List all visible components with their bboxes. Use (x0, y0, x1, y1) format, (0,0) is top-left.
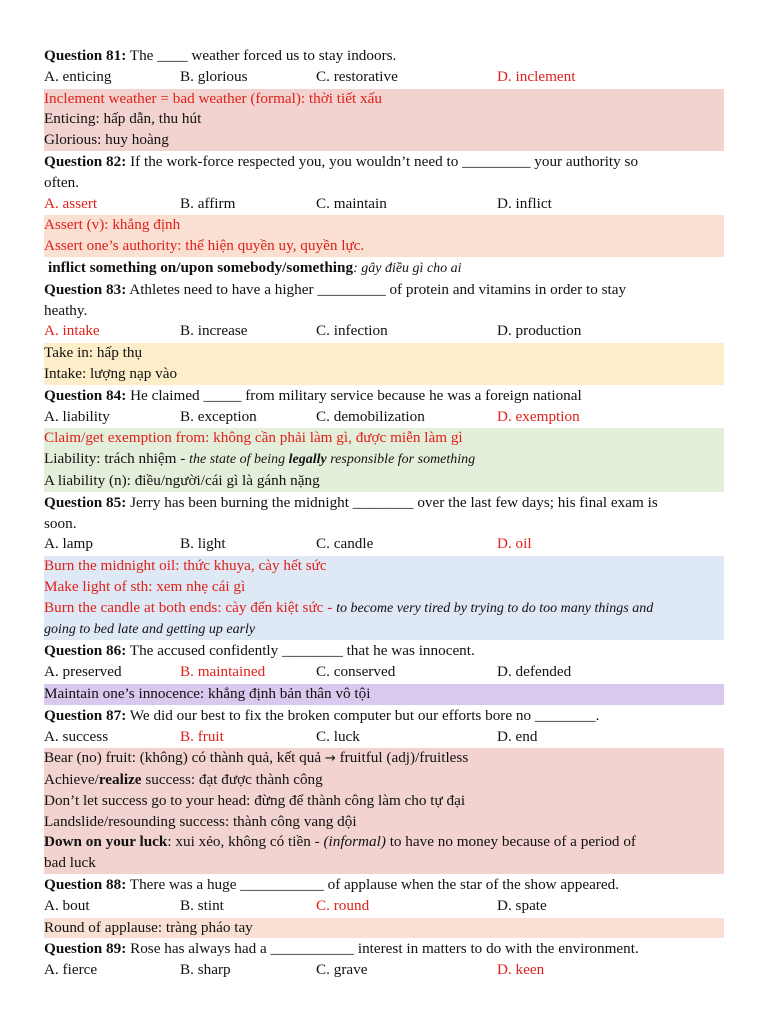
definition-cont: going to bed late and getting up early (44, 621, 256, 637)
note-bold: Down on your luck (44, 833, 168, 851)
option-a: A. lamp (44, 535, 93, 553)
note-part: : xui xẻo, không có tiền - (167, 833, 324, 851)
option-d-answer: D. inclement (497, 67, 576, 85)
options-84 (44, 407, 724, 428)
question-text: The accused confidently ________ that he was innocent. (126, 642, 475, 660)
note-italic: (informal) (323, 833, 386, 851)
definition: responsible for something (326, 452, 476, 468)
options-83 (44, 321, 724, 342)
explanation-83 (44, 343, 724, 385)
note: Take in: hấp thụ (44, 344, 143, 362)
option-a: A. enticing (44, 67, 112, 85)
options-87 (44, 727, 724, 748)
question-text-cont: often. (44, 173, 80, 191)
options-82 (44, 194, 724, 215)
question-89 (44, 939, 724, 960)
question-text: We did our best to fix the broken computer but our efforts bore no ________. (126, 706, 600, 724)
note: Assert (v): khẳng định (44, 216, 181, 234)
question-text-cont: soon. (44, 514, 77, 532)
worksheet (44, 46, 724, 981)
option-a-answer: A. intake (44, 322, 100, 340)
option-c-answer: C. round (316, 896, 370, 914)
option-c: C. infection (316, 322, 388, 340)
option-c: C. restorative (316, 67, 398, 85)
definition-bold: legally (288, 452, 327, 468)
explanation-82 (44, 215, 724, 257)
option-d: D. inflict (497, 194, 552, 212)
option-d-answer: D. oil (497, 535, 532, 553)
option-d-answer: D. exemption (497, 407, 580, 425)
question-text-cont: heathy. (44, 301, 88, 319)
note: Assert one’s authority: thể hiện quyền uy, quyền lực. (44, 237, 365, 255)
question-84 (44, 386, 724, 407)
question-label: Question 84: (44, 386, 127, 404)
definition: to become very tired by trying to do too many things and (336, 600, 654, 616)
option-a: A. bout (44, 896, 90, 914)
question-label: Question 81: (44, 47, 127, 64)
option-d: D. spate (497, 896, 547, 914)
meaning: : gây điều gì cho ai (353, 260, 462, 276)
options-88 (44, 896, 724, 917)
option-b: B. sharp (180, 961, 231, 979)
option-c: C. conserved (316, 663, 396, 681)
question-text: If the work-force respected you, you wouldn’t need to _________ your authority so (126, 152, 639, 170)
option-b: B. light (180, 535, 226, 553)
option-d: D. defended (497, 663, 572, 681)
explanation-84 (44, 428, 724, 491)
question-text: Athletes need to have a higher _________ of protein and vitamins in order to stay (126, 280, 627, 298)
definition: the state of being (189, 452, 289, 468)
question-label: Question 89: (44, 940, 127, 958)
question-text: He claimed _____ from military service because he was a foreign national (126, 386, 582, 404)
question-label: Question 82: (44, 152, 127, 170)
note-part: fruitful (adj)/fruitless (335, 749, 469, 767)
options-89 (44, 960, 724, 981)
question-label: Question 87: (44, 706, 127, 724)
note: Intake: lượng nạp vào (44, 364, 178, 382)
option-b-answer: B. maintained (180, 663, 266, 681)
note-part: Liability: trách nhiệm - (44, 450, 190, 468)
note: A liability (n): điều/người/cái gì là gánh nặng (44, 471, 320, 489)
option-b: B. affirm (180, 194, 236, 212)
question-text: Rose has always had a ___________ interest in matters to do with the environment. (126, 940, 639, 958)
explanation-88 (44, 918, 724, 939)
option-a: A. preserved (44, 663, 122, 681)
option-c: C. maintain (316, 194, 387, 212)
note: Make light of sth: xem nhẹ cái gì (44, 577, 246, 595)
note (44, 832, 724, 853)
option-a: A. success (44, 727, 109, 745)
option-d: D. end (497, 727, 538, 745)
option-b: B. increase (180, 322, 248, 340)
explanation-81 (44, 89, 724, 151)
note: Round of applause: tràng pháo tay (44, 918, 253, 936)
question-text: There was a huge ___________ of applause when the star of the show appeared. (126, 876, 620, 894)
note-part: Bear (no) fruit: (không) có thành quả, kết quả (44, 749, 325, 767)
note: Inclement weather = bad weather (formal): thời tiết xấu (44, 89, 382, 107)
question-85 (44, 493, 724, 514)
question-88 (44, 875, 724, 896)
note-part: Burn the candle at both ends: cày đến kiệt sức - (44, 598, 337, 616)
option-c: C. demobilization (316, 407, 425, 425)
question-text: Jerry has been burning the midnight ________ over the last few days; his final exam is (126, 493, 658, 511)
option-d: D. production (497, 322, 582, 340)
options-85 (44, 534, 724, 555)
question-82 (44, 152, 724, 173)
question-label: Question 83: (44, 280, 127, 298)
option-b-answer: B. fruit (180, 727, 224, 745)
note: bad luck (44, 854, 96, 872)
option-b: B. exception (180, 407, 257, 425)
option-a-answer: A. assert (44, 194, 98, 212)
question-text: The ____ weather forced us to stay indoors. (126, 47, 397, 64)
note (44, 748, 724, 770)
question-86 (44, 641, 724, 662)
explanation-85 (44, 556, 724, 640)
question-87 (44, 706, 724, 727)
note-bold: realize (98, 771, 142, 789)
explanation-87 (44, 748, 724, 874)
note-part: to have no money because of a period of (385, 833, 636, 851)
note (44, 449, 724, 471)
note: Enticing: hấp dẫn, thu hút (44, 110, 202, 128)
option-a: A. fierce (44, 961, 98, 979)
note-part: success: đạt được thành công (141, 771, 323, 789)
note: Burn the midnight oil: thức khuya, cày hết sức (44, 557, 327, 575)
option-b: B. stint (180, 896, 224, 914)
question-label: Question 85: (44, 493, 127, 511)
note: Maintain one’s innocence: khẳng định bản thân vô tội (44, 684, 371, 702)
option-a: A. liability (44, 407, 110, 425)
explanation-86 (44, 684, 724, 705)
note-part: Achieve/ (44, 771, 99, 789)
option-c: C. candle (316, 535, 374, 553)
option-c: C. luck (316, 727, 360, 745)
option-d-answer: D. keen (497, 961, 545, 979)
extra-note-82 (44, 258, 724, 280)
options-81 (44, 67, 724, 88)
option-b: B. glorious (180, 67, 248, 85)
question-label: Question 86: (44, 642, 127, 660)
option-c: C. grave (316, 961, 368, 979)
note: Claim/get exemption from: không cần phải làm gì, được miễn làm gì (44, 429, 463, 447)
note (44, 598, 724, 620)
note: Glorious: huy hoàng (44, 131, 169, 149)
phrase: inflict something on/upon somebody/something (48, 258, 354, 276)
note: Landslide/resounding success: thành công vang dội (44, 812, 357, 830)
note: Don’t let success go to your head: đừng để thành công làm cho tự đại (44, 791, 466, 809)
note (44, 770, 724, 791)
options-86 (44, 662, 724, 683)
question-label: Question 88: (44, 876, 127, 894)
arrow-right-icon: → (324, 751, 336, 767)
question-83 (44, 280, 724, 301)
question-81 (44, 46, 724, 67)
